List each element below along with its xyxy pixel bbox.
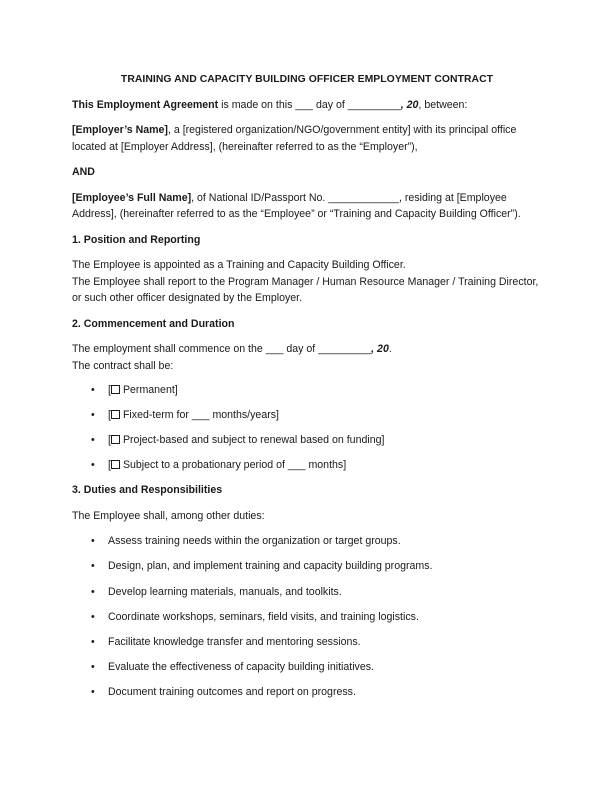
bullet-icon: • bbox=[91, 635, 95, 648]
employer-name: [Employer’s Name] bbox=[72, 124, 168, 136]
contract-type-list bbox=[72, 382, 542, 474]
option-label: Subject to a probationary period of ___ months] bbox=[122, 459, 347, 472]
duty-text: Assess training needs within the organization or target groups. bbox=[108, 535, 401, 548]
employee-name: [Employee’s Full Name] bbox=[72, 191, 192, 204]
list-item bbox=[72, 558, 542, 575]
duty-text: Evaluate the effectiveness of capacity building initiatives. bbox=[108, 660, 374, 673]
checkbox-icon[interactable] bbox=[111, 385, 120, 394]
option-label: Fixed-term for ___ months/years] bbox=[122, 409, 279, 422]
list-item bbox=[72, 382, 542, 399]
checkbox-icon[interactable] bbox=[111, 460, 120, 469]
employer-text: , a [registered organization/NGO/government entity] with its principal office located at [Employer Address], (hereinafter referred to as the “Employer”), bbox=[72, 124, 517, 153]
section-2-year: , 20 bbox=[371, 343, 389, 355]
list-item bbox=[72, 659, 542, 676]
intro-lead: This Employment Agreement bbox=[72, 98, 219, 111]
option-bracket: [ bbox=[108, 459, 111, 472]
list-item bbox=[72, 684, 542, 701]
section-1-line-2: The Employee shall report to the Program Manager / Human Resource Manager / Training Director, or such other officer designated by the Employer. bbox=[72, 275, 539, 304]
intro-tail: , between: bbox=[418, 98, 468, 111]
list-item bbox=[72, 634, 542, 651]
bullet-icon: • bbox=[91, 409, 95, 422]
section-2-line-1: The employment shall commence on the ___ day of _________ bbox=[72, 343, 372, 355]
section-2-line-2: The contract shall be: bbox=[72, 359, 174, 372]
list-item bbox=[72, 407, 542, 424]
section-1-line-1: The Employee is appointed as a Training and Capacity Building Officer. bbox=[72, 259, 406, 271]
bullet-icon: • bbox=[91, 459, 95, 472]
section-3-heading: 3. Duties and Responsibilities bbox=[72, 484, 223, 497]
section-2-heading: 2. Commencement and Duration bbox=[72, 317, 235, 330]
option-label: Project-based and subject to renewal based on funding] bbox=[122, 434, 385, 447]
intro-year: , 20 bbox=[400, 98, 419, 111]
duties-list bbox=[72, 533, 542, 700]
option-bracket: [ bbox=[108, 434, 111, 447]
option-label: Permanent] bbox=[122, 384, 178, 396]
section-1-heading: 1. Position and Reporting bbox=[72, 233, 201, 246]
bullet-icon: • bbox=[91, 384, 95, 396]
bullet-icon: • bbox=[91, 434, 95, 447]
bullet-icon: • bbox=[91, 685, 95, 698]
bullet-icon: • bbox=[91, 660, 95, 673]
list-item bbox=[72, 432, 542, 449]
option-bracket: [ bbox=[108, 409, 111, 422]
list-item bbox=[72, 584, 542, 601]
list-item bbox=[72, 457, 542, 474]
section-1-body bbox=[72, 257, 542, 307]
duty-text: Facilitate knowledge transfer and mentoring sessions. bbox=[108, 635, 361, 648]
document-page bbox=[72, 72, 542, 709]
section-2-body bbox=[72, 341, 542, 374]
intro-paragraph bbox=[72, 97, 542, 114]
document-title: TRAINING AND CAPACITY BUILDING OFFICER EMPLOYMENT CONTRACT bbox=[120, 74, 494, 85]
checkbox-icon[interactable] bbox=[111, 410, 120, 419]
list-item bbox=[72, 533, 542, 550]
and-label: AND bbox=[72, 166, 95, 178]
duty-text: Develop learning materials, manuals, and toolkits. bbox=[108, 585, 342, 598]
section-2-period: . bbox=[388, 343, 392, 355]
bullet-icon: • bbox=[91, 535, 95, 548]
bullet-icon: • bbox=[91, 585, 95, 598]
intro-mid: is made on this ___ day of _________ bbox=[218, 98, 401, 111]
employee-paragraph bbox=[72, 190, 542, 223]
duty-text: Document training outcomes and report on progress. bbox=[108, 685, 356, 698]
option-bracket: [ bbox=[108, 384, 111, 396]
employer-paragraph bbox=[72, 122, 542, 155]
bullet-icon: • bbox=[91, 610, 95, 623]
duty-text: Design, plan, and implement training and capacity building programs. bbox=[108, 560, 433, 573]
section-3-intro: The Employee shall, among other duties: bbox=[72, 509, 265, 522]
duty-text: Coordinate workshops, seminars, field visits, and training logistics. bbox=[108, 610, 419, 623]
bullet-icon: • bbox=[91, 560, 95, 573]
checkbox-icon[interactable] bbox=[111, 435, 120, 444]
employee-text: , of National ID/Passport No. ____________, residing at [Employee Address], (hereinafter referred to as the “Employee” or “Training and Capacity Building Officer”). bbox=[72, 191, 521, 220]
list-item bbox=[72, 609, 542, 626]
